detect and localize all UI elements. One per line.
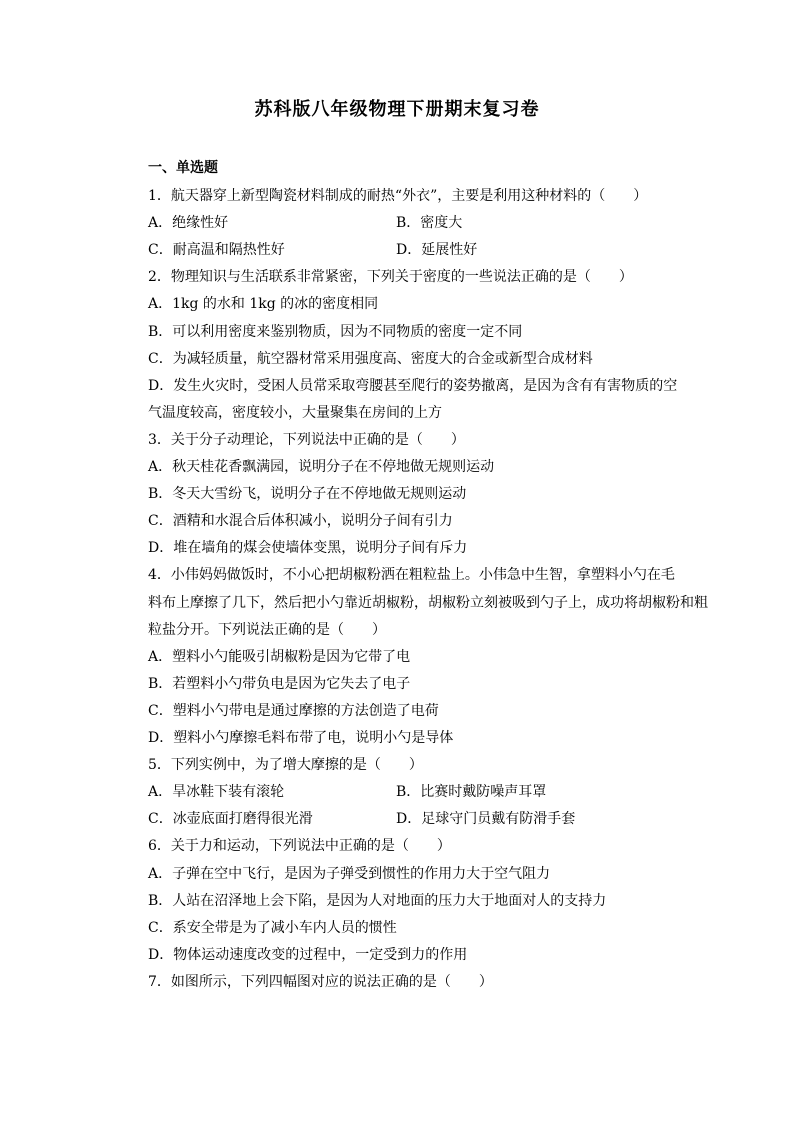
question-stem: 4．小伟妈妈做饭时，不小心把胡椒粉洒在粗粒盐上。小伟急中生智，拿塑料小勺在毛	[148, 567, 675, 583]
continuation-text: 气温度较高，密度较小，大量聚集在房间的上方	[148, 405, 442, 421]
question-stem: 3．关于分子动理论，下列说法中正确的是（ ）	[148, 432, 465, 448]
question-stem: 7．如图所示，下列四幅图对应的说法正确的是（ ）	[148, 974, 493, 990]
continuation-text: 料布上摩擦了几下，然后把小勺靠近胡椒粉，胡椒粉立刻被吸到勺子上，成功将胡椒粉和粗	[148, 595, 708, 611]
continuation-text: 粒盐分开。下列说法正确的是（ ）	[148, 622, 386, 638]
option-right: D．延展性好	[396, 242, 478, 258]
option-left: A．旱冰鞋下装有滚轮	[148, 784, 285, 800]
option-right: B．比赛时戴防噪声耳罩	[396, 784, 547, 800]
option-text: C．塑料小勺带电是通过摩擦的方法创造了电荷	[148, 703, 439, 719]
option-right: B．密度大	[396, 215, 463, 231]
option-text: A．塑料小勺能吸引胡椒粉是因为它带了电	[148, 649, 411, 665]
question-stem: 5．下列实例中，为了增大摩擦的是（ ）	[148, 757, 423, 773]
option-left: A．绝缘性好	[148, 215, 229, 231]
option-text: B．人站在沼泽地上会下陷，是因为人对地面的压力大于地面对人的支持力	[148, 893, 607, 909]
option-text: B．若塑料小勺带负电是因为它失去了电子	[148, 676, 411, 692]
option-text: D．物体运动速度改变的过程中，一定受到力的作用	[148, 947, 468, 963]
option-text: D．堆在墙角的煤会使墙体变黑，说明分子间有斥力	[148, 540, 468, 556]
question-stem: 6．关于力和运动，下列说法中正确的是（ ）	[148, 838, 451, 854]
option-text: C．酒精和水混合后体积减小，说明分子间有引力	[148, 513, 453, 529]
option-text: C．系安全带是为了减小车内人员的惯性	[148, 920, 397, 936]
question-stem: 1．航天器穿上新型陶瓷材料制成的耐热“外衣”，主要是利用这种材料的（ ）	[148, 188, 648, 204]
option-right: D．足球守门员戴有防滑手套	[396, 811, 576, 827]
section-heading: 一、单选题	[148, 160, 218, 176]
option-text: D．塑料小勺摩擦毛料布带了电，说明小勺是导体	[148, 730, 454, 746]
option-left: C．耐高温和隔热性好	[148, 242, 285, 258]
option-text: A．秋天桂花香飘满园，说明分子在不停地做无规则运动	[148, 459, 495, 475]
option-text: B．冬天大雪纷飞，说明分子在不停地做无规则运动	[148, 486, 467, 502]
option-text: B．可以利用密度来鉴别物质，因为不同物质的密度一定不同	[148, 324, 523, 340]
document-title: 苏科版八年级物理下册期末复习卷	[254, 99, 540, 120]
option-text: A．子弹在空中飞行，是因为子弹受到惯性的作用力大于空气阻力	[148, 866, 551, 882]
option-left: C．冰壶底面打磨得很光滑	[148, 811, 313, 827]
question-stem: 2．物理知识与生活联系非常紧密，下列关于密度的一些说法正确的是（ ）	[148, 269, 633, 285]
option-text: C．为减轻质量，航空器材常采用强度高、密度大的合金或新型合成材料	[148, 351, 593, 367]
option-text: A．1kg 的水和 1kg 的冰的密度相同	[148, 296, 379, 312]
option-text: D．发生火灾时，受困人员常采取弯腰甚至爬行的姿势撤离，是因为含有有害物质的空	[148, 378, 678, 394]
